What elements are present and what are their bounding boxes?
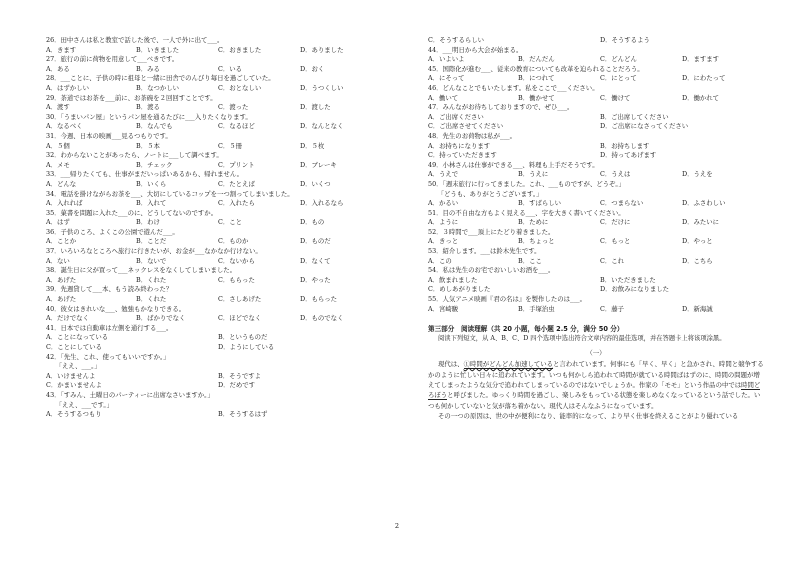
answer-option: D．ありました: [300, 45, 344, 54]
answer-option: A．渡す: [46, 103, 70, 112]
answer-option: A．だけでなく: [46, 314, 89, 323]
answer-option: B．チェック: [136, 160, 173, 169]
answer-options: [428, 305, 764, 315]
answer-option: A．宮崎駿: [428, 304, 459, 313]
passage-number: （一）: [586, 349, 606, 358]
answer-option: A．あげた: [46, 275, 77, 284]
answer-option: C．渡った: [218, 103, 249, 112]
question-stem: 37．いろいろなところへ旅行に行きたいが、お金が___なかなか行けない。: [46, 247, 262, 256]
answer-option: A．はずかしい: [46, 83, 89, 92]
question-stem: 26．田中さんは私と教室で話した後で、一人で外に出て___。: [46, 36, 224, 44]
answer-option: A．この: [428, 256, 452, 265]
answer-option: A．なるべく: [46, 122, 83, 131]
answer-option: D．ものでなく: [300, 314, 344, 323]
answer-option: A．にそって: [428, 74, 465, 83]
answer-option: C．だけに: [600, 218, 631, 227]
answer-option: C．もらった: [218, 275, 255, 284]
answer-option: A．きます: [46, 45, 77, 54]
answer-option: A．ことか: [46, 237, 77, 246]
answer-option: C．そうするらしい: [428, 36, 485, 44]
answer-option: C．どんどん: [600, 55, 637, 64]
answer-option: A．かるい: [428, 199, 459, 208]
para-text: と呼びました。ゆっくり時間を過ごし、楽しみをもっている状態を楽しめなくなっているという話でした。いつも何かしていないと気が落ち着かない。現代人はそんなふうになっています。: [428, 391, 761, 410]
answer-option: C．めしあがりました: [428, 285, 491, 294]
answer-option: B．いただきました: [600, 275, 656, 284]
answer-options: [428, 237, 764, 247]
answer-option: A．お持ちになります: [428, 141, 491, 150]
answer-option: A．あげた: [46, 295, 77, 304]
answer-option: D．お飲みになりました: [600, 285, 670, 294]
answer-option: B．入れて: [136, 199, 167, 208]
answer-option: C．ご出席させてください: [428, 122, 504, 131]
answer-option: D．もの: [300, 218, 325, 227]
answer-option: D．みたいに: [682, 218, 720, 227]
question-stem: 47．みんながお待ちしておりますので、ぜひ___。: [428, 103, 574, 112]
answer-option: A．いけませんよ: [46, 371, 96, 380]
question-stem: 27．旅行の前に荷物を用意して___べきです。: [46, 55, 179, 64]
question-stem: 52．３時間で___頂上にたどり着きました。: [428, 227, 555, 236]
answer-option: B．渡る: [136, 103, 160, 112]
answer-option: A．入れれば: [46, 199, 83, 208]
section-heading: [428, 324, 764, 334]
answer-option: D．そうするよう: [600, 36, 650, 44]
answer-option: D．いくつ: [300, 179, 331, 188]
answer-option: D．うつくしい: [300, 83, 344, 92]
answer-options: [428, 276, 764, 286]
answer-options: [428, 113, 764, 123]
answer-option: C．いる: [218, 64, 243, 73]
answer-option: B．ご出席してください: [600, 112, 669, 121]
answer-option: B．なんでも: [136, 122, 173, 131]
answer-option: A．ある: [46, 64, 70, 73]
answer-option: D．なんとなく: [300, 122, 344, 131]
answer-option: D．やっと: [682, 237, 713, 246]
answer-option: C．おきました: [218, 45, 262, 54]
answer-options: [428, 199, 764, 209]
reading-section: [428, 324, 764, 421]
answer-options: [46, 142, 386, 152]
answer-option: C．５冊: [218, 141, 243, 150]
answer-option: C．藤子: [600, 304, 625, 313]
answer-option: B．うえに: [518, 170, 549, 179]
answer-option: D．ますます: [682, 55, 720, 64]
question-stem: 46．どんなことでもいたします。私をここで___ください。: [428, 83, 599, 92]
answer-option: C．持っていただきます: [428, 151, 497, 160]
answer-option: A．ご出席ください: [428, 112, 484, 121]
answer-option: B．ばかりでなく: [136, 314, 186, 323]
answer-option: D．なくて: [300, 256, 331, 265]
answer-options: [428, 122, 764, 132]
answer-options: [428, 218, 764, 228]
answer-option: B．くれた: [136, 275, 167, 284]
answer-option: D．ようにしている: [218, 343, 275, 351]
answer-options: [428, 74, 764, 84]
answer-option: A．ない: [46, 256, 70, 265]
passage-paragraph: [428, 359, 764, 411]
question-stem: 40．彼女はきれいな___、勉強もかなりできる。: [46, 304, 186, 313]
answer-options: [46, 237, 386, 247]
answer-options: [428, 94, 764, 104]
answer-options: [46, 372, 386, 382]
answer-option: C．なるほど: [218, 122, 255, 131]
answer-option: B．ために: [518, 218, 549, 227]
page-number: 2: [394, 522, 400, 530]
answer-option: A．ことになっている: [46, 333, 109, 342]
answer-option: B．ないで: [136, 256, 167, 265]
answer-options: [428, 142, 764, 152]
answer-option: A．働いて: [428, 93, 459, 102]
answer-option: D．ブレーキ: [300, 160, 337, 169]
answer-option: C．ないから: [218, 256, 255, 265]
passage-paragraph: その一つの原因は、世の中が便利になり、能率的になって、より早く仕事を終えることがより優れている: [438, 412, 739, 421]
answer-option: D．ものだ: [300, 237, 331, 246]
answer-option: D．持ってあげます: [600, 151, 657, 160]
answer-options: [46, 314, 386, 324]
question-stem: 51．目の不自由な方もよく見える___、字を大きく書いてください。: [428, 208, 625, 217]
answer-options: [46, 122, 386, 132]
question-stem: 38．誕生日に父が買って___ネックレスをなくしてしまいました。: [46, 266, 237, 275]
answer-option: B．そうするはず: [218, 410, 268, 419]
answer-option: A．５個: [46, 141, 70, 150]
answer-option: C．もっと: [600, 237, 631, 246]
answer-option: D．入れるなら: [300, 199, 344, 208]
question-stem: 49．小林さんは仕事ができる___、料理も上手だそうです。: [428, 160, 599, 169]
answer-options: [428, 36, 764, 46]
answer-option: A．飲まれました: [428, 275, 478, 284]
answer-option: B．いくら: [136, 179, 167, 188]
underlined-phrase-2: 時間どろぼう: [428, 381, 761, 400]
answer-options: [46, 276, 386, 286]
question-stem: 41．日本では自動車は左側を通行する___。: [46, 323, 173, 332]
answer-option: C．ものか: [218, 237, 249, 246]
answer-option: A．いよいよ: [428, 55, 465, 64]
answer-option: C．プリント: [218, 160, 255, 169]
answer-option: A．どんな: [46, 179, 77, 188]
question-stem: 33．___帰りたくても、仕事がまだいっぱいあるから、帰れません。: [46, 170, 244, 179]
question-stem: 29．茶道ではお茶を___前に、お茶碗を２回回すことです。: [46, 93, 217, 102]
answer-option: C．おとなしい: [218, 83, 262, 92]
answer-options: [428, 151, 764, 161]
answer-option: D．だめです: [218, 381, 256, 390]
answer-option: C．ことにしている: [46, 343, 103, 351]
question-stem: 28．___ことに、子供の時に祖母と一緒に田舎でのんびり毎日を過ごしていた。: [46, 74, 275, 83]
answer-option: B．ちょっと: [518, 237, 555, 246]
answer-option: B．いきました: [136, 45, 180, 54]
question-stem: 36．子供のころ、よくこの公園で遊んだ___。: [46, 227, 179, 236]
answer-options: [46, 65, 386, 75]
answer-options: [46, 218, 386, 228]
para-text: と言われています。何事にも「早く、早く」と急かされ、時間と競争するかのように忙しい日々に追われています。いつも何かしら追われて時間が就ている時間ばはずのに、時間の問題が増えてしまったような気分で追われてしまっているのではないでしょうか。作家の「モモ」という作品の中では: [428, 360, 764, 390]
answer-option: D．やった: [300, 275, 331, 284]
answer-option: B．お持ちします: [600, 141, 650, 150]
answer-option: D．ご出席になさってください: [600, 122, 689, 131]
answer-options: [46, 103, 386, 113]
answer-options: [46, 46, 386, 56]
answer-option: B．みる: [136, 64, 160, 73]
question-stem: 50．「週末旅行に行ってきました。これ、___ものですが、どうぞ。」: [428, 179, 625, 188]
question-stem: 54．私は先生のお宅でおいしいお酒を___。: [428, 266, 555, 275]
answer-option: D．おく: [300, 64, 325, 73]
right-column: [428, 36, 764, 422]
question-stem: 45．国際化が進む___、従来の教育についても改革を迫られることだろう。: [428, 64, 644, 73]
answer-options: [46, 381, 386, 391]
answer-option: A．きっと: [428, 237, 459, 246]
answer-option: D．ふさわしい: [682, 199, 726, 208]
answer-option: C．働けて: [600, 93, 631, 102]
answer-option: B．なつかしい: [136, 83, 180, 92]
answer-option: A．そうするつもり: [46, 410, 102, 419]
question-stem: 48．先生のお荷物は私が___。: [428, 131, 517, 140]
answer-option: C．たとえば: [218, 179, 255, 188]
answer-options: [46, 180, 386, 190]
answer-option: B．だんだん: [518, 55, 555, 64]
question-stem: 55．人気アニメ映画『君の名は』を製作したのは___。: [428, 295, 586, 304]
answer-option: C．つまらない: [600, 199, 644, 208]
question-stem: 30．「うまいパン屋」というパン屋を通るたびに___入りたくなります。: [46, 112, 252, 121]
answer-option: B．そうですよ: [218, 371, 262, 380]
question-stem: 34．電話を掛けながらお茶を___、大切にしているコップを一つ割ってしまいました。: [46, 189, 294, 198]
answer-option: C．これ: [600, 256, 625, 265]
question-stem: 44．___明日から大会が始まる。: [428, 45, 523, 54]
answer-option: A．メモ: [46, 160, 70, 169]
answer-options: [428, 285, 764, 295]
answer-option: B．というものだ: [218, 333, 268, 342]
section-instruction: 阅读下列短文，从 A、B、C、D 四个选项中选出符合文章内容的最佳选项，并在答题卡上将该项涂黑。: [438, 335, 726, 343]
answer-option: B．すばらしい: [518, 199, 562, 208]
question-stem: 43．「すみん、土曜日のパーティーに出席なさいますか。」: [46, 390, 214, 399]
answer-options: [46, 295, 386, 305]
para-text: 現代は、: [438, 360, 464, 369]
answer-option: B．５本: [136, 141, 160, 150]
answer-option: C．ほどでなく: [218, 314, 262, 323]
answer-options: [428, 170, 764, 180]
answer-option: D．新海誠: [682, 304, 713, 313]
answer-option: D．渡した: [300, 103, 331, 112]
answer-option: B．手塚治虫: [518, 304, 555, 313]
answer-options: [428, 257, 764, 267]
answer-option: D．働かれて: [682, 93, 720, 102]
answer-option: A．ように: [428, 218, 459, 227]
question-stem: 「どうも、ありがとうございます。」: [428, 189, 543, 198]
question-stem: 42．「先生、これ、使ってもいいですか。」: [46, 352, 170, 361]
answer-option: C．かまいませんよ: [46, 381, 103, 390]
question-stem: 「ええ、___です。」: [46, 400, 113, 409]
answer-option: C．入れたら: [218, 199, 255, 208]
question-stem: 39．先週貸して___本、もう読み終わった？: [46, 285, 173, 294]
answer-options: [46, 343, 386, 353]
answer-options: [46, 410, 386, 420]
answer-options: [428, 55, 764, 65]
answer-option: A．うえで: [428, 170, 459, 179]
answer-options: [46, 199, 386, 209]
answer-option: B．くれた: [136, 295, 167, 304]
answer-options: [46, 333, 386, 343]
question-stem: 32．わからないことがあったら、ノートに___して調べます。: [46, 151, 223, 160]
answer-options: [46, 257, 386, 267]
answer-option: B．ことだ: [136, 237, 167, 246]
answer-option: D．うえを: [682, 170, 713, 179]
question-stem: 35．菓書を問題に入れた___のに、どうしてないのですか。: [46, 208, 218, 217]
question-stem: 53．紹介します。___は鈴木先生です。: [428, 247, 541, 256]
question-stem: 31．今週、日本の映画___見るつもりです。: [46, 131, 172, 140]
answer-option: C．にとって: [600, 74, 637, 83]
answer-option: B．わけ: [136, 218, 160, 227]
answer-option: C．こと: [218, 218, 243, 227]
answer-options: [46, 84, 386, 94]
answer-option: C．うえは: [600, 170, 631, 179]
answer-option: D．にわたって: [682, 74, 726, 83]
answer-option: B．ここ: [518, 256, 542, 265]
answer-option: C．さしあげた: [218, 295, 262, 304]
question-stem: 「ええ、___。」: [46, 362, 101, 371]
answer-option: D．こちら: [682, 256, 713, 265]
section-heading-text: 第三部分 阅读理解（共 20 小题，每小题 2.5 分，满分 50 分）: [428, 325, 624, 334]
left-column: [46, 36, 386, 420]
answer-option: D．もらった: [300, 295, 338, 304]
answer-options: [46, 161, 386, 171]
answer-option: D．５枚: [300, 141, 325, 150]
answer-option: B．につれて: [518, 74, 555, 83]
answer-option: A．はず: [46, 218, 70, 227]
underlined-phrase-1: ①時間がどんどん加速している: [463, 360, 554, 369]
answer-option: B．働かせて: [518, 93, 555, 102]
